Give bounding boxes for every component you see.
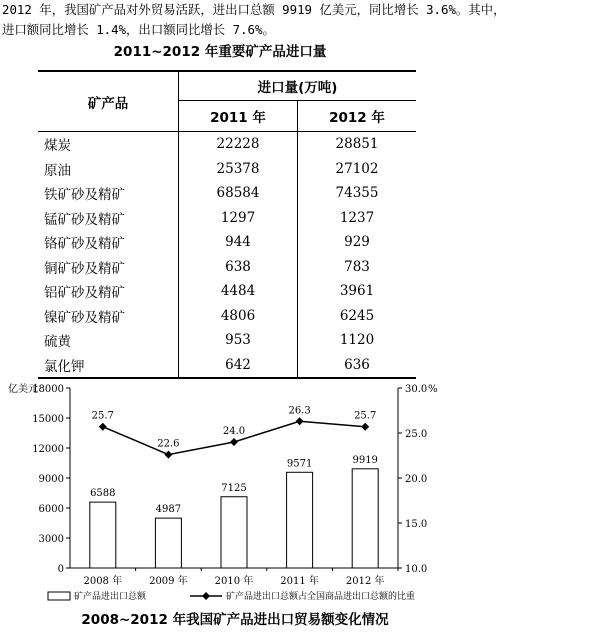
trade-chart [0,378,607,632]
value-2011: 22228 [179,132,298,157]
header-import-volume: 进口量(万吨) [179,71,417,101]
x-tick-label: 2010 年 [214,576,254,587]
x-tick-label: 2011 年 [280,576,319,587]
left-tick-label: 6000 [38,504,64,515]
value-2011: 953 [179,328,298,353]
line-point [164,451,172,459]
line-point [230,438,238,446]
table-title: 2011~2012 年重要矿产品进口量 [113,44,327,60]
table-row [38,255,416,280]
right-tick-label: 15.0 [405,519,428,530]
value-2012: 3961 [298,279,417,304]
bar [221,497,247,568]
intro-line-1: 2012 年，我国矿产品对外贸易活跃，进出口总额 9919 亿美元，同比增长 3.6%。其中， [2,2,506,17]
line-point [361,423,369,431]
right-tick-label: 10.0 [405,564,428,575]
table-row [38,304,416,329]
legend-bar-label: 矿产品进出口总额 [74,592,147,602]
table-row [38,157,416,182]
value-2011: 638 [179,255,298,280]
value-2012: 28851 [298,132,417,157]
product-name: 铝矿砂及精矿 [44,285,125,302]
x-tick-label: 2012 年 [345,576,385,587]
value-2012: 74355 [298,181,417,206]
product-name: 镍矿砂及精矿 [44,309,125,326]
value-2012: 27102 [298,157,417,182]
product-name: 锰矿砂及精矿 [44,211,125,228]
value-2011: 4484 [179,279,298,304]
header-year-2012: 2012 年 [298,101,417,132]
value-2011: 642 [179,353,298,379]
line-label: 24.0 [222,426,246,437]
left-axis-unit: 亿美元 [8,384,38,395]
value-2012: 1237 [298,206,417,231]
table-row [38,181,416,206]
bar [90,502,116,568]
right-tick-label: 20.0 [405,474,428,485]
value-2011: 68584 [179,181,298,206]
product-name: 原油 [44,162,71,179]
line-label: 25.7 [354,410,377,422]
chart-title: 2008~2012 年我国矿产品进出口贸易额变化情况 [81,612,389,628]
product-name: 煤炭 [44,138,71,155]
left-tick-label: 9000 [38,474,64,485]
bar-label: 4987 [155,504,182,516]
line-label: 25.7 [91,410,114,422]
x-tick-label: 2008 年 [83,576,123,587]
bar-label: 7125 [221,482,247,494]
value-2011: 4806 [179,304,298,329]
value-2012: 1120 [298,328,417,353]
left-tick-label: 3000 [38,534,64,545]
left-tick-label: 12000 [32,444,64,455]
line-point [99,423,107,431]
table-body [38,132,416,379]
intro-line-2: 进口额同比增长 1.4%，出口额同比增长 7.6%。 [2,22,275,37]
product-name: 铜矿砂及精矿 [44,260,125,277]
bar-label: 9571 [286,458,313,470]
line-label: 26.3 [288,405,311,417]
value-2011: 1297 [179,206,298,231]
bar-label: 6588 [90,488,116,500]
chart-svg [0,378,607,608]
right-axis-unit: % [428,384,438,395]
table-row [38,206,416,231]
left-tick-label: 0 [57,564,64,575]
bar [352,469,378,568]
product-name: 铬矿砂及精矿 [44,236,125,253]
bar-label: 9919 [352,454,378,466]
legend-bar-swatch [48,592,70,600]
header-product: 矿产品 [38,71,179,132]
right-tick-label: 30.0 [405,384,428,395]
left-tick-label: 18000 [32,384,64,395]
table-row [38,230,416,255]
legend-line-marker [202,592,210,600]
product-name: 氯化钾 [44,358,85,375]
product-name: 铁矿砂及精矿 [44,187,125,204]
table-row [38,132,416,157]
line-point [296,417,304,425]
header-year-2011: 2011 年 [179,101,298,132]
product-name: 硫黄 [44,334,71,351]
table-row [38,279,416,304]
value-2011: 25378 [179,157,298,182]
right-tick-label: 25.0 [405,429,428,440]
x-tick-label: 2009 年 [149,576,188,587]
value-2011: 944 [179,230,298,255]
table-row [38,353,416,379]
value-2012: 929 [298,230,417,255]
value-2012: 636 [298,353,417,379]
bar [155,518,181,568]
legend-line-label: 矿产品进出口总额占全国商品进出口总额的比重 [226,592,416,602]
table-row [38,328,416,353]
value-2012: 6245 [298,304,417,329]
left-tick-label: 15000 [32,414,64,425]
value-2012: 783 [298,255,417,280]
intro-paragraph [2,0,605,40]
import-volume-table [38,70,416,379]
line-label: 22.6 [157,438,180,450]
bar [287,472,313,568]
